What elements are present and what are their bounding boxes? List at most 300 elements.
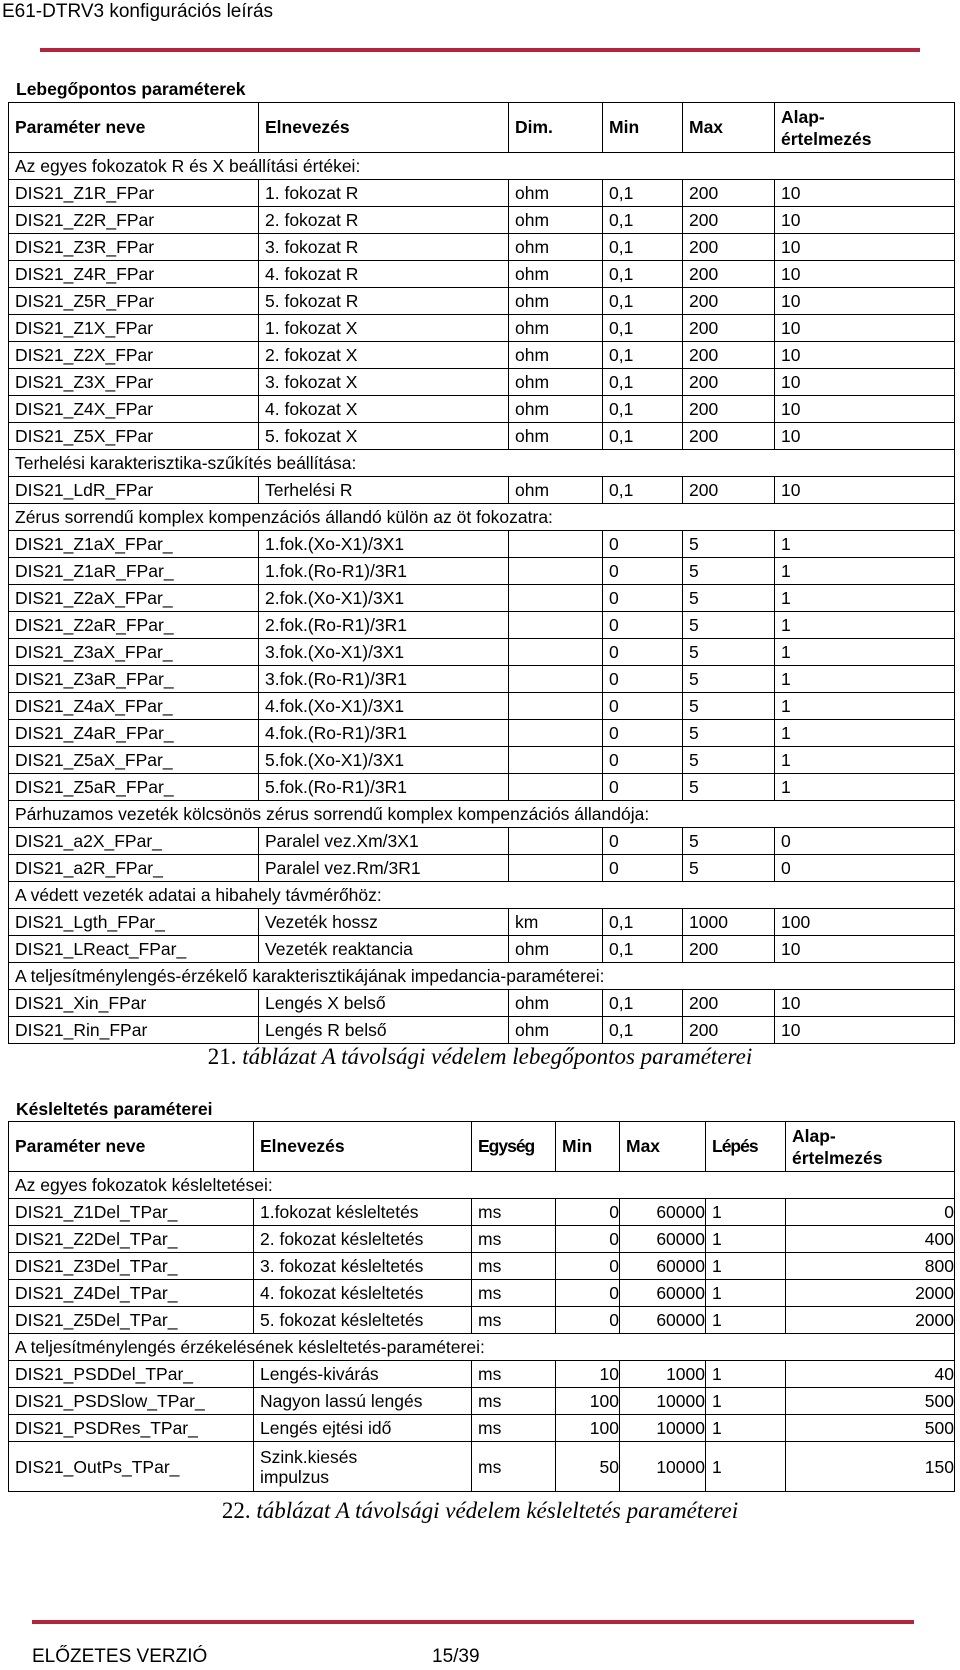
table-cell: DIS21_PSDSlow_TPar_ — [9, 1388, 254, 1415]
table-cell: km — [509, 909, 603, 936]
table-cell: 0,1 — [603, 990, 683, 1017]
table-cell: ms — [472, 1226, 556, 1253]
table-cell: 200 — [683, 1017, 775, 1044]
table-cell: 1. fokozat X — [259, 315, 509, 342]
table-cell: 1.fok.(Ro-R1)/3R1 — [259, 558, 509, 585]
table-cell: 2000 — [786, 1307, 955, 1334]
table-cell: DIS21_Z3R_FPar — [9, 234, 259, 261]
table-cell: ohm — [509, 342, 603, 369]
table-cell: 2. fokozat R — [259, 207, 509, 234]
table-row — [9, 1361, 955, 1388]
table-cell: 5 — [683, 747, 775, 774]
table-cell: 1 — [706, 1361, 786, 1388]
table-cell: DIS21_a2R_FPar_ — [9, 855, 259, 882]
column-header: Dim. — [509, 103, 603, 153]
column-header-default — [786, 1122, 955, 1172]
table-header-row — [9, 103, 955, 153]
table-cell: 60000 — [620, 1199, 706, 1226]
table-cell: DIS21_Z2aX_FPar_ — [9, 585, 259, 612]
table-cell: ohm — [509, 234, 603, 261]
table-cell: 10 — [775, 234, 955, 261]
table-cell: Lengés X belső — [259, 990, 509, 1017]
table-cell: 5 — [683, 585, 775, 612]
table-cell: DIS21_Z1Del_TPar_ — [9, 1199, 254, 1226]
table-cell: ohm — [509, 369, 603, 396]
table-cell: 2.fok.(Xo-X1)/3X1 — [259, 585, 509, 612]
table-cell: 0,1 — [603, 1017, 683, 1044]
table-cell: 1 — [706, 1388, 786, 1415]
table-cell: 1 — [706, 1226, 786, 1253]
table-cell: 1 — [706, 1199, 786, 1226]
table-cell: 1 — [706, 1280, 786, 1307]
table-cell: 500 — [786, 1388, 955, 1415]
table-cell: 0 — [556, 1199, 620, 1226]
table-cell: 200 — [683, 288, 775, 315]
table-cell: ms — [472, 1388, 556, 1415]
table-cell: 5 — [683, 774, 775, 801]
table-cell — [509, 720, 603, 747]
table-cell: 3. fokozat X — [259, 369, 509, 396]
column-header: Min — [603, 103, 683, 153]
table-cell: 0 — [556, 1226, 620, 1253]
group-title: Párhuzamos vezeték kölcsönös zérus sorrendű komplex kompenzációs állandója: — [9, 801, 955, 828]
table-cell: DIS21_PSDDel_TPar_ — [9, 1361, 254, 1388]
table-cell: 1 — [706, 1442, 786, 1492]
table-cell: 1.fok.(Xo-X1)/3X1 — [259, 531, 509, 558]
document-header-title: E61-DTRV3 konfigurációs leírás — [2, 1, 274, 22]
table-cell: 5. fokozat X — [259, 423, 509, 450]
table-cell — [509, 558, 603, 585]
table-row — [9, 180, 955, 207]
table-cell: 0 — [603, 855, 683, 882]
table-cell: 5. fokozat R — [259, 288, 509, 315]
table-cell: 10 — [556, 1361, 620, 1388]
header-line: értelmezés — [792, 1147, 883, 1168]
table-cell: ohm — [509, 990, 603, 1017]
table-cell: 1 — [775, 747, 955, 774]
table-cell: 1 — [775, 612, 955, 639]
column-header: Paraméter neve — [9, 103, 259, 153]
table-cell: DIS21_Z4aX_FPar_ — [9, 693, 259, 720]
table-cell: 200 — [683, 423, 775, 450]
table-cell: 0 — [775, 855, 955, 882]
table-cell: DIS21_PSDRes_TPar_ — [9, 1415, 254, 1442]
table-cell: 10 — [775, 342, 955, 369]
column-header: Min — [556, 1122, 620, 1172]
group-title: Zérus sorrendű komplex kompenzációs állandó külön az öt fokozatra: — [9, 504, 955, 531]
table-cell: 10 — [775, 315, 955, 342]
table-cell: ohm — [509, 936, 603, 963]
table-row — [9, 531, 955, 558]
table-cell: DIS21_Z2aR_FPar_ — [9, 612, 259, 639]
table-cell: ms — [472, 1307, 556, 1334]
table-row — [9, 207, 955, 234]
table-row — [9, 909, 955, 936]
table-row — [9, 1017, 955, 1044]
table-cell: 40 — [786, 1361, 955, 1388]
group-header-row — [9, 153, 955, 180]
table-cell: 0,1 — [603, 477, 683, 504]
table-cell — [509, 855, 603, 882]
table-cell: 0,1 — [603, 342, 683, 369]
table-cell: 1 — [775, 531, 955, 558]
table-cell: Paralel vez.Xm/3X1 — [259, 828, 509, 855]
floating-params-section-title: Lebegőpontos paraméterek — [16, 79, 246, 99]
table-cell: 0 — [603, 747, 683, 774]
table-cell: DIS21_Z4R_FPar — [9, 261, 259, 288]
table-cell: 2. fokozat késleltetés — [254, 1226, 472, 1253]
table-cell: DIS21_Z5Del_TPar_ — [9, 1307, 254, 1334]
table-cell: 5 — [683, 531, 775, 558]
header-line: Alap- — [792, 1125, 836, 1146]
table-cell: 100 — [556, 1388, 620, 1415]
table-cell: 5.fok.(Xo-X1)/3X1 — [259, 747, 509, 774]
table-cell: 10 — [775, 261, 955, 288]
table-cell: DIS21_OutPs_TPar_ — [9, 1442, 254, 1492]
table-cell: ohm — [509, 315, 603, 342]
table-cell: 60000 — [620, 1280, 706, 1307]
table-cell: 0 — [603, 774, 683, 801]
table-cell: 5 — [683, 558, 775, 585]
table-cell: 0,1 — [603, 909, 683, 936]
table-cell: ohm — [509, 207, 603, 234]
header-divider — [40, 48, 920, 52]
group-title: Terhelési karakterisztika-szűkítés beállítása: — [9, 450, 955, 477]
table-cell: DIS21_Z4X_FPar — [9, 396, 259, 423]
group-header-row — [9, 504, 955, 531]
table-cell: 1 — [706, 1415, 786, 1442]
table-cell: 150 — [786, 1442, 955, 1492]
column-header: Paraméter neve — [9, 1122, 254, 1172]
table-cell: 1 — [706, 1307, 786, 1334]
table-cell: Lengés R belső — [259, 1017, 509, 1044]
table-cell: 200 — [683, 342, 775, 369]
table-row — [9, 261, 955, 288]
table-cell: 10 — [775, 990, 955, 1017]
table-cell — [509, 747, 603, 774]
table-cell: 10 — [775, 207, 955, 234]
column-header: Elnevezés — [259, 103, 509, 153]
table-cell: 200 — [683, 180, 775, 207]
table-row — [9, 774, 955, 801]
table-cell: DIS21_Z3aR_FPar_ — [9, 666, 259, 693]
table-row — [9, 288, 955, 315]
table-cell: 4. fokozat késleltetés — [254, 1280, 472, 1307]
table-row — [9, 1199, 955, 1226]
table-cell: 0 — [786, 1199, 955, 1226]
table-cell — [509, 774, 603, 801]
table-cell: 10 — [775, 936, 955, 963]
table-cell: 1 — [775, 774, 955, 801]
table-cell: 0 — [603, 585, 683, 612]
table-cell: DIS21_Z3aX_FPar_ — [9, 639, 259, 666]
table-cell: 0,1 — [603, 180, 683, 207]
table-row — [9, 693, 955, 720]
table-row — [9, 477, 955, 504]
table-cell: 0 — [775, 828, 955, 855]
table-cell: 3. fokozat késleltetés — [254, 1253, 472, 1280]
table-row — [9, 612, 955, 639]
table-cell: ohm — [509, 261, 603, 288]
table-row — [9, 1226, 955, 1253]
group-title: A teljesítménylengés érzékelésének késleltetés-paraméterei: — [9, 1334, 955, 1361]
table-cell: Vezeték reaktancia — [259, 936, 509, 963]
table-cell: 3. fokozat R — [259, 234, 509, 261]
delay-params-table — [8, 1121, 955, 1492]
table-cell: 2.fok.(Ro-R1)/3R1 — [259, 612, 509, 639]
table-cell: 200 — [683, 936, 775, 963]
table-cell: ms — [472, 1361, 556, 1388]
table-cell: DIS21_Z5aR_FPar_ — [9, 774, 259, 801]
table-cell: 100 — [775, 909, 955, 936]
table-row — [9, 990, 955, 1017]
cell-line: Szink.kiesés — [260, 1446, 358, 1467]
column-header: Egység — [472, 1122, 556, 1172]
table-cell: DIS21_Lgth_FPar_ — [9, 909, 259, 936]
group-header-row — [9, 1334, 955, 1361]
table-cell: 0 — [603, 693, 683, 720]
group-title: A védett vezeték adatai a hibahely távmérőhöz: — [9, 882, 955, 909]
column-header: Elnevezés — [254, 1122, 472, 1172]
table-cell: DIS21_Z3X_FPar — [9, 369, 259, 396]
table-row — [9, 855, 955, 882]
table-cell: 10 — [775, 423, 955, 450]
table-cell — [509, 666, 603, 693]
footer-page-number: 15/39 — [432, 1646, 480, 1667]
table-cell: 200 — [683, 369, 775, 396]
table-row — [9, 342, 955, 369]
table-cell: 0 — [603, 828, 683, 855]
table-cell: ohm — [509, 477, 603, 504]
table-cell: 0,1 — [603, 288, 683, 315]
table-cell: 1. fokozat R — [259, 180, 509, 207]
table-cell: DIS21_Z1R_FPar — [9, 180, 259, 207]
table-cell: 5 — [683, 666, 775, 693]
table-cell: 10 — [775, 369, 955, 396]
table-cell: 5 — [683, 639, 775, 666]
table-cell: 10 — [775, 1017, 955, 1044]
table-cell: 0,1 — [603, 261, 683, 288]
group-title: Az egyes fokozatok késleltetései: — [9, 1172, 955, 1199]
group-header-row — [9, 963, 955, 990]
table-cell: 0 — [603, 558, 683, 585]
table-cell: 0 — [556, 1253, 620, 1280]
table-cell: 4. fokozat X — [259, 396, 509, 423]
table-cell: ohm — [509, 423, 603, 450]
table-cell: DIS21_Z1aR_FPar_ — [9, 558, 259, 585]
table-row — [9, 1388, 955, 1415]
table-cell: 1 — [775, 693, 955, 720]
table-cell: 50 — [556, 1442, 620, 1492]
table-cell: Lengés-kivárás — [254, 1361, 472, 1388]
cell-line: impulzus — [260, 1466, 330, 1487]
table-cell: 3.fok.(Xo-X1)/3X1 — [259, 639, 509, 666]
table-cell: Paralel vez.Rm/3R1 — [259, 855, 509, 882]
table-row — [9, 558, 955, 585]
table-cell: ohm — [509, 1017, 603, 1044]
table-cell: 5 — [683, 693, 775, 720]
table-cell: DIS21_Z2Del_TPar_ — [9, 1226, 254, 1253]
table-cell: DIS21_Z5X_FPar — [9, 423, 259, 450]
table-row — [9, 234, 955, 261]
table-row — [9, 747, 955, 774]
table-cell: 500 — [786, 1415, 955, 1442]
table-cell: 0 — [556, 1280, 620, 1307]
table-cell: 0 — [556, 1307, 620, 1334]
table-cell: 1 — [775, 558, 955, 585]
table-cell: ms — [472, 1280, 556, 1307]
table-cell: 5. fokozat késleltetés — [254, 1307, 472, 1334]
table-cell: 200 — [683, 234, 775, 261]
table-cell: 10 — [775, 477, 955, 504]
table-caption — [0, 1498, 960, 1524]
table-cell: Lengés ejtési idő — [254, 1415, 472, 1442]
table-cell: 400 — [786, 1226, 955, 1253]
table-cell: 10 — [775, 396, 955, 423]
table-cell: DIS21_Z4aR_FPar_ — [9, 720, 259, 747]
table-caption — [0, 1044, 960, 1070]
group-title: A teljesítménylengés-érzékelő karakterisztikájának impedancia-paraméterei: — [9, 963, 955, 990]
table-cell: 5 — [683, 828, 775, 855]
header-line: Alap- — [781, 106, 825, 127]
table-cell: 5 — [683, 855, 775, 882]
table-cell: 200 — [683, 990, 775, 1017]
column-header: Lépés — [706, 1122, 786, 1172]
group-header-row — [9, 882, 955, 909]
table-cell: 1 — [775, 585, 955, 612]
table-row — [9, 666, 955, 693]
table-cell: 60000 — [620, 1226, 706, 1253]
table-cell: DIS21_a2X_FPar_ — [9, 828, 259, 855]
group-title: Az egyes fokozatok R és X beállítási értékei: — [9, 153, 955, 180]
table-cell — [509, 612, 603, 639]
table-cell: 200 — [683, 315, 775, 342]
table-cell: Vezeték hossz — [259, 909, 509, 936]
table-cell: 0,1 — [603, 423, 683, 450]
column-header-default — [775, 103, 955, 153]
table-row — [9, 585, 955, 612]
column-header: Max — [683, 103, 775, 153]
table-cell: 0,1 — [603, 369, 683, 396]
table-cell: 200 — [683, 477, 775, 504]
table-row — [9, 936, 955, 963]
table-cell: 0,1 — [603, 315, 683, 342]
table-cell — [509, 693, 603, 720]
table-row — [9, 1415, 955, 1442]
table-row — [9, 720, 955, 747]
table-cell: 1 — [775, 720, 955, 747]
footer-version: ELŐZETES VERZIÓ — [32, 1646, 208, 1667]
table-cell: 1000 — [683, 909, 775, 936]
table-cell — [509, 828, 603, 855]
table-row — [9, 1280, 955, 1307]
table-cell: 0,1 — [603, 936, 683, 963]
table-cell: 4. fokozat R — [259, 261, 509, 288]
table-row — [9, 396, 955, 423]
table-cell: DIS21_Z3Del_TPar_ — [9, 1253, 254, 1280]
table-cell — [509, 639, 603, 666]
table-cell: 1 — [775, 639, 955, 666]
table-row — [9, 1307, 955, 1334]
table-cell: ms — [472, 1442, 556, 1492]
group-header-row — [9, 1172, 955, 1199]
table-row — [9, 423, 955, 450]
table-cell: 10000 — [620, 1415, 706, 1442]
table-cell: ms — [472, 1253, 556, 1280]
table-row — [9, 1253, 955, 1280]
floating-params-body — [9, 153, 955, 1044]
table-cell: 1.fokozat késleltetés — [254, 1199, 472, 1226]
table-cell — [254, 1442, 472, 1492]
caption-text: táblázat A távolsági védelem késleltetés paraméterei — [256, 1498, 739, 1523]
header-line: értelmezés — [781, 128, 872, 149]
table-cell: 0 — [603, 612, 683, 639]
table-cell: DIS21_Xin_FPar — [9, 990, 259, 1017]
table-cell: 2000 — [786, 1280, 955, 1307]
table-cell: 1 — [775, 666, 955, 693]
table-cell: 60000 — [620, 1307, 706, 1334]
table-cell: ohm — [509, 396, 603, 423]
delay-params-body — [9, 1172, 955, 1492]
table-cell: Terhelési R — [259, 477, 509, 504]
table-cell: DIS21_LReact_FPar_ — [9, 936, 259, 963]
table-cell: DIS21_Z1X_FPar — [9, 315, 259, 342]
delay-params-section-title: Késleltetés paraméterei — [16, 1099, 213, 1119]
table-cell: DIS21_Z5R_FPar — [9, 288, 259, 315]
table-cell: 10 — [775, 288, 955, 315]
table-cell: Nagyon lassú lengés — [254, 1388, 472, 1415]
column-header: Max — [620, 1122, 706, 1172]
table-cell: 0 — [603, 531, 683, 558]
table-cell: 200 — [683, 207, 775, 234]
table-cell: 0,1 — [603, 234, 683, 261]
table-cell — [509, 531, 603, 558]
table-cell: 5 — [683, 720, 775, 747]
group-header-row — [9, 801, 955, 828]
table-cell: 0,1 — [603, 396, 683, 423]
table-cell: 10 — [775, 180, 955, 207]
table-cell: 5 — [683, 612, 775, 639]
table-cell: 4.fok.(Ro-R1)/3R1 — [259, 720, 509, 747]
table-row — [9, 828, 955, 855]
table-cell: 0,1 — [603, 207, 683, 234]
group-header-row — [9, 450, 955, 477]
table-cell: ms — [472, 1199, 556, 1226]
floating-point-params-table — [8, 102, 955, 1044]
table-cell: DIS21_Z1aX_FPar_ — [9, 531, 259, 558]
footer-divider — [32, 1620, 914, 1624]
table-row — [9, 315, 955, 342]
table-cell: DIS21_Z2X_FPar — [9, 342, 259, 369]
table-cell: 0 — [603, 639, 683, 666]
table-header-row — [9, 1122, 955, 1172]
table-cell: 200 — [683, 396, 775, 423]
table-cell: ohm — [509, 288, 603, 315]
table-row — [9, 639, 955, 666]
table-cell: DIS21_LdR_FPar — [9, 477, 259, 504]
table-cell: ms — [472, 1415, 556, 1442]
caption-number: 22. — [221, 1498, 251, 1523]
table-cell: ohm — [509, 180, 603, 207]
table-cell: 60000 — [620, 1253, 706, 1280]
caption-number: 21. — [207, 1044, 237, 1069]
table-cell: 0 — [603, 666, 683, 693]
table-cell: 1000 — [620, 1361, 706, 1388]
table-row — [9, 1442, 955, 1492]
table-row — [9, 369, 955, 396]
table-cell: 200 — [683, 261, 775, 288]
table-cell: DIS21_Rin_FPar — [9, 1017, 259, 1044]
